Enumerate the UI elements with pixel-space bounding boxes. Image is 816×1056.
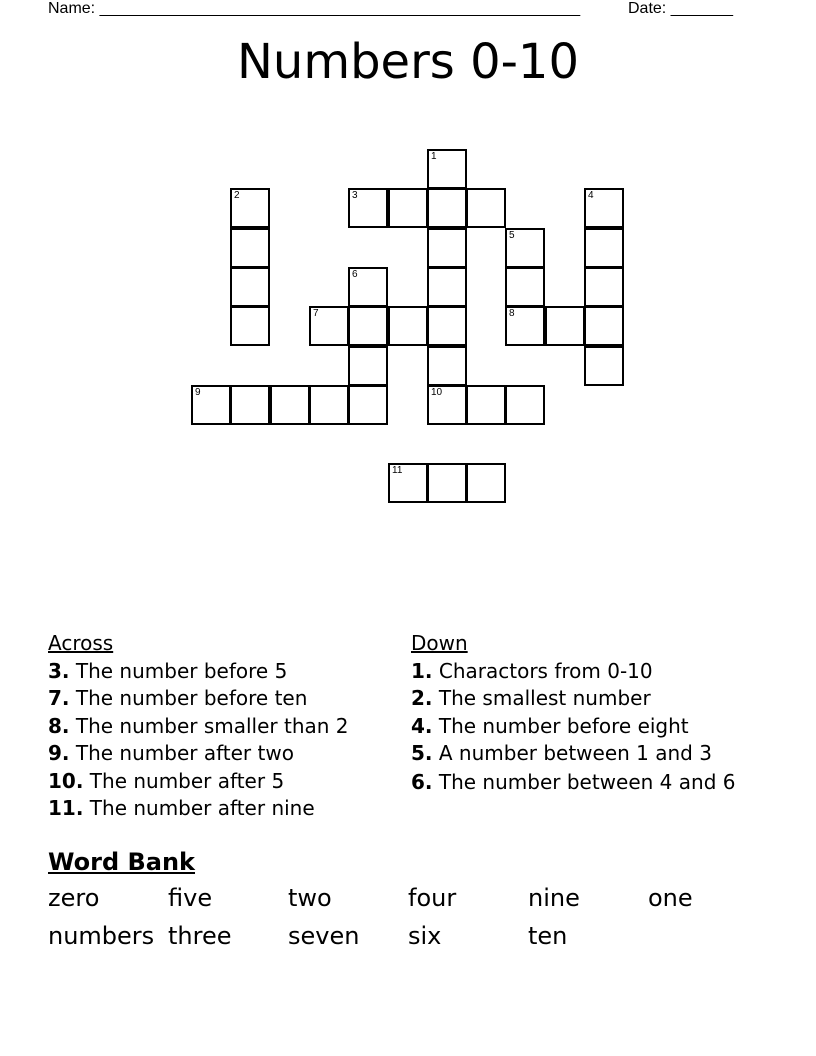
crossword-cell[interactable]: [505, 228, 545, 268]
clue-item: [48, 658, 388, 686]
clue-text: The number between 4 and 6: [438, 769, 736, 794]
crossword-cell[interactable]: [230, 267, 270, 307]
crossword-cell[interactable]: [427, 463, 467, 503]
across-heading: Across: [48, 631, 114, 655]
word-bank-item: one: [648, 884, 693, 912]
clue-number: 4.: [411, 713, 433, 738]
clue-number: 7.: [48, 686, 70, 710]
page-title: Numbers 0-10: [236, 34, 580, 90]
word-bank-item: seven: [288, 922, 360, 950]
crossword-cell[interactable]: [584, 306, 624, 346]
crossword-cell[interactable]: [584, 188, 624, 228]
cell-number: 2: [234, 190, 240, 201]
crossword-cell[interactable]: [230, 188, 270, 228]
clue-number: 8.: [48, 713, 70, 738]
clue-text: The smallest number: [438, 686, 651, 710]
clue-text: The number before ten: [75, 686, 308, 710]
name-field-label[interactable]: Name: ______________________________________________________: [48, 0, 581, 17]
word-bank-item: zero: [48, 884, 100, 912]
clue-text: The number after nine: [89, 796, 315, 820]
clue-item: [411, 713, 751, 741]
down-heading: Down: [411, 631, 468, 655]
cell-number: 4: [588, 190, 594, 201]
across-clues: [48, 630, 388, 823]
crossword-cell[interactable]: [427, 188, 467, 228]
clue-text: The number after 5: [89, 768, 285, 793]
crossword-cell[interactable]: [427, 267, 467, 307]
crossword-cell[interactable]: [230, 306, 270, 346]
crossword-cell[interactable]: [348, 188, 388, 228]
crossword-cell[interactable]: [584, 267, 624, 307]
word-bank-item: numbers: [48, 922, 155, 950]
word-bank-item: six: [408, 922, 442, 950]
crossword-cell[interactable]: [427, 228, 467, 268]
crossword-cell[interactable]: [466, 188, 506, 228]
crossword-cell[interactable]: [545, 306, 585, 346]
clue-item: [48, 795, 388, 823]
crossword-cell[interactable]: [191, 385, 231, 425]
crossword-cell[interactable]: [505, 267, 545, 307]
word-bank-item: four: [408, 884, 457, 912]
clue-number: 1.: [411, 658, 433, 683]
clue-item: [48, 685, 388, 713]
crossword-cell[interactable]: [230, 385, 270, 425]
crossword-cell[interactable]: [388, 188, 428, 228]
crossword-cell[interactable]: [348, 267, 388, 307]
cell-number: 9: [195, 387, 201, 398]
clue-number: 5.: [411, 741, 433, 765]
clue-item: [411, 685, 751, 713]
clue-item: [48, 713, 388, 741]
cell-number: 10: [431, 387, 443, 398]
cell-number: 5: [509, 230, 515, 241]
cell-number: 8: [509, 308, 515, 319]
clue-number: 6.: [411, 769, 433, 794]
crossword-cell[interactable]: [309, 385, 349, 425]
clue-text: The number after two: [75, 741, 294, 765]
crossword-cell[interactable]: [427, 149, 467, 189]
crossword-cell[interactable]: [348, 346, 388, 386]
crossword-cell[interactable]: [388, 306, 428, 346]
down-clues: [411, 630, 751, 793]
crossword-cell[interactable]: [466, 385, 506, 425]
clue-item: [411, 740, 751, 768]
crossword-cell[interactable]: [348, 306, 388, 346]
word-bank-item: five: [168, 884, 213, 912]
date-field-label[interactable]: Date: _______: [628, 0, 733, 17]
cell-number: 6: [352, 269, 358, 280]
clue-number: 2.: [411, 686, 433, 710]
clue-item: [411, 658, 751, 686]
cell-number: 11: [392, 465, 403, 476]
crossword-cell[interactable]: [505, 306, 545, 346]
crossword-cell[interactable]: [466, 463, 506, 503]
crossword-cell[interactable]: [230, 228, 270, 268]
crossword-cell[interactable]: [505, 385, 545, 425]
crossword-cell[interactable]: [348, 385, 388, 425]
cell-number: 3: [352, 190, 358, 201]
cell-number: 1: [431, 151, 437, 162]
clue-number: 3.: [48, 658, 70, 683]
crossword-cell[interactable]: [584, 346, 624, 386]
crossword-cell[interactable]: [427, 306, 467, 346]
crossword-cell[interactable]: [427, 346, 467, 386]
clue-number: 11.: [48, 796, 84, 820]
clue-text: The number smaller than 2: [75, 713, 349, 738]
clue-number: 10.: [48, 768, 84, 793]
clue-item: [48, 740, 388, 768]
clue-item: [48, 768, 388, 796]
word-bank-item: three: [168, 922, 232, 950]
crossword-cell[interactable]: [309, 306, 349, 346]
crossword-cell[interactable]: [388, 463, 428, 503]
clue-item: [411, 771, 751, 793]
crossword-cell[interactable]: [584, 228, 624, 268]
clue-text: The number before 5: [75, 658, 288, 683]
clue-text: A number between 1 and 3: [438, 741, 712, 765]
word-bank-heading: Word Bank: [48, 848, 196, 876]
crossword-cell[interactable]: [270, 385, 310, 425]
clue-text: The number before eight: [438, 713, 689, 738]
word-bank-item: two: [288, 884, 332, 912]
clue-number: 9.: [48, 741, 70, 765]
clue-text: Charactors from 0-10: [438, 658, 653, 683]
word-bank-item: nine: [528, 884, 580, 912]
word-bank-item: ten: [528, 922, 568, 950]
cell-number: 7: [313, 308, 319, 319]
crossword-cell[interactable]: [427, 385, 467, 425]
